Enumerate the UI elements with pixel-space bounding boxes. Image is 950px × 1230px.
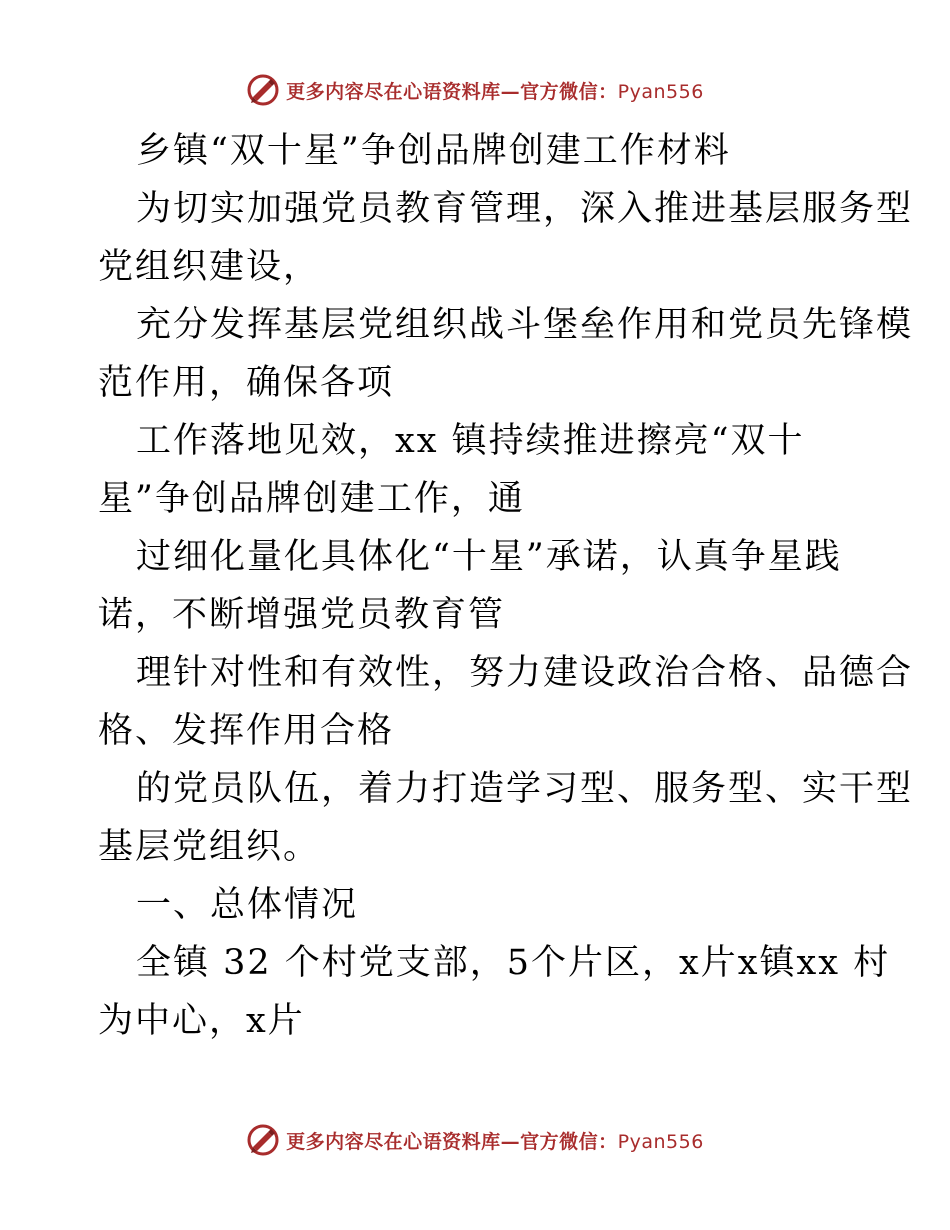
pen-in-circle-logo-icon: [246, 73, 280, 107]
text-line: 充分发挥基层党组织战斗堡垒作用和党员先锋模: [136, 305, 914, 345]
text-line: 工作落地见效，xx 镇持续推进擦亮“双十: [136, 421, 805, 461]
text-line: 为中心，x片: [98, 1001, 305, 1041]
watermark-text: 更多内容尽在心语资料库—官方微信：Pyan556: [286, 1130, 704, 1153]
text-line: 乡镇“双十星”争创品牌创建工作材料: [136, 131, 731, 171]
document-body: [98, 122, 914, 1050]
text-line: 理针对性和有效性，努力建设政治合格、品德合: [136, 653, 914, 693]
text-line: 格、发挥作用合格: [98, 711, 395, 751]
text-line: 的党员队伍，着力打造学习型、服务型、实干型: [136, 769, 914, 809]
watermark-header: [0, 70, 950, 110]
text-line: 范作用，确保各项: [98, 363, 395, 403]
text-line: 星”争创品牌创建工作，通: [98, 479, 525, 519]
watermark-text: 更多内容尽在心语资料库—官方微信：Pyan556: [286, 80, 704, 103]
text-line: 基层党组织。: [98, 827, 321, 867]
text-line: 全镇 32 个村党支部，5个片区，x片x镇xx 村: [136, 943, 891, 983]
watermark-footer: [0, 1120, 950, 1160]
pen-in-circle-logo-icon: [246, 1123, 280, 1157]
text-line: 为切实加强党员教育管理，深入推进基层服务型: [136, 189, 914, 229]
text-line: 诺，不断增强党员教育管: [98, 595, 506, 635]
text-line: 党组织建设，: [98, 247, 321, 287]
text-line: 一、总体情况: [136, 885, 359, 925]
text-line: 过细化量化具体化“十星”承诺，认真争星践: [136, 537, 842, 577]
